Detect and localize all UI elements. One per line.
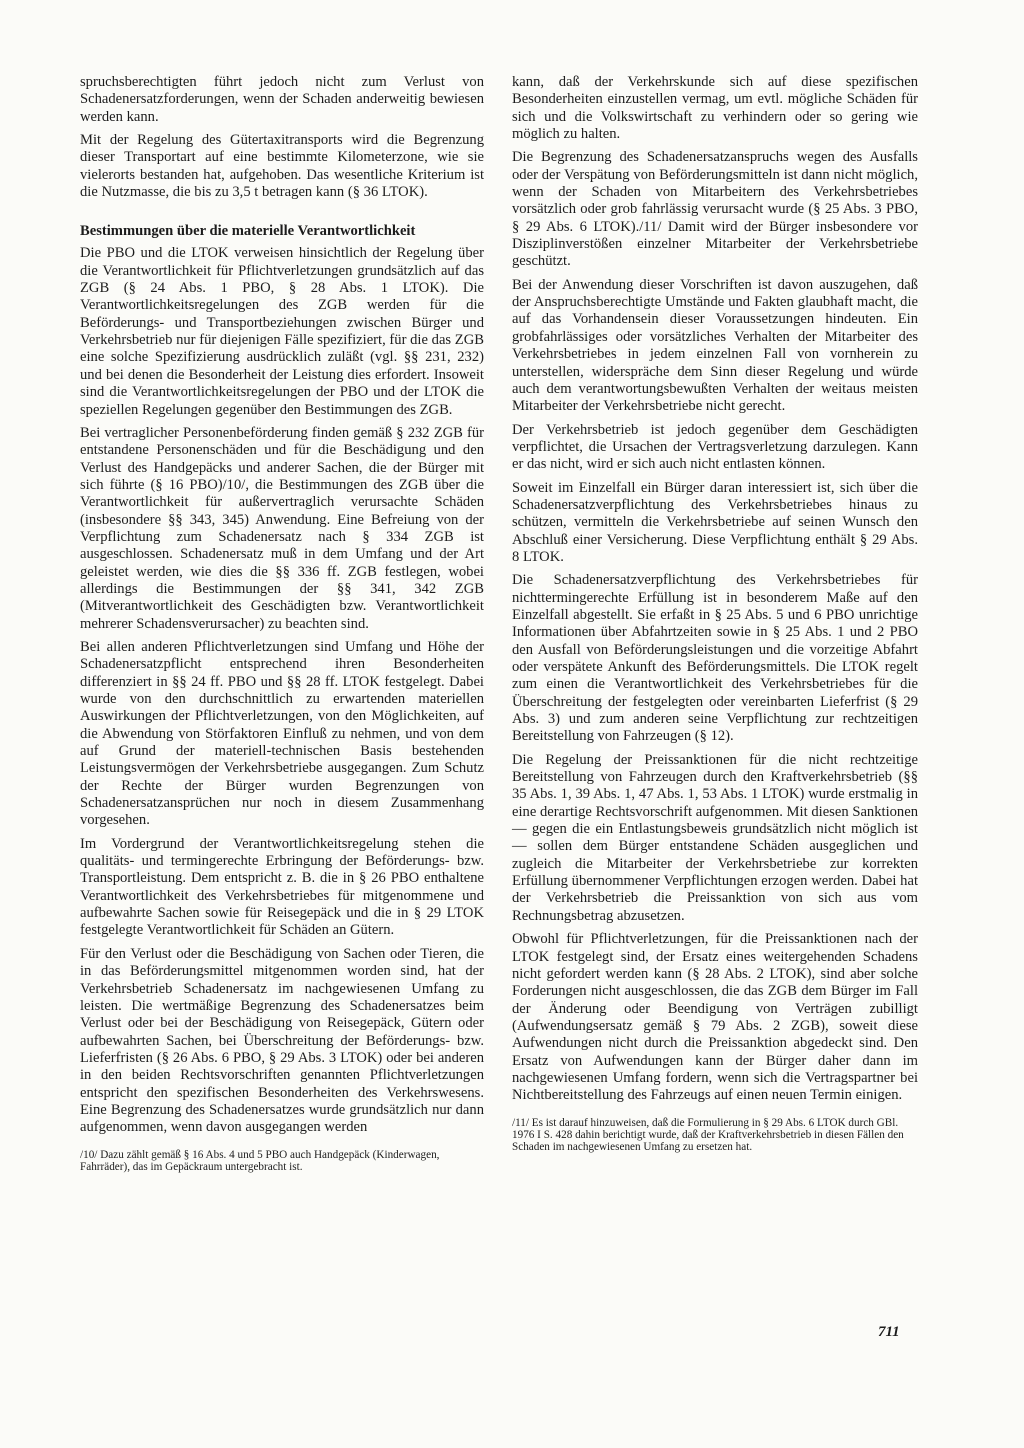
paragraph: Die PBO und die LTOK verweisen hinsichtlich der Regelung über die Verantwortlichkeit für Pflichtverletzungen grundsätzlich auf das ZGB (§ 24 Abs. 1 PBO, § 28 Abs. 1 LTOK). Die Verantwortlichkeitsregelungen des ZGB werden für die Beförderungs- und Transportbeziehungen zwischen Bürger und Verkehrsbetrieb nur für diejenigen Fälle spezifiziert, für die das ZGB eine solche Spezifizierung ausdrücklich zuläßt (vgl. §§ 231, 232) und bei denen die Besonderheit der Leistung dies erfordert. Insoweit sind die Verantwortlichkeitsregelungen der PBO und der LTOK die speziellen Regelungen gegenüber den Bestimmungen des ZGB. [80,245,484,418]
paragraph: spruchsberechtigten führt jedoch nicht zum Verlust von Schadenersatzforderungen, wenn der Schaden anderweitig bewiesen werden kann. [80,74,484,125]
paragraph: Für den Verlust oder die Beschädigung von Sachen oder Tieren, die in das Beförderungsmittel mitgenommen worden sind, hat der Verkehrsbetrieb Schadenersatz im nachgewiesenen Umfang zu leisten. Die wertmäßige Begrenzung des Schadenersatzes beim Verlust oder bei der Beschädigung von Reisegepäck, Gütern oder aufbewahrten Sachen, bei Überschreitung der Beförderungs- bzw. Lieferfristen (§ 26 Abs. 6 PBO, § 29 Abs. 3 LTOK) oder bei anderen in den beiden Rechtsvorschriften genannten Pflichtverletzungen entspricht den spezifischen Besonderheiten des Verkehrswesens. Eine Begrenzung des Schadenersatzes wurde grundsätzlich nur dann aufgenommen, wenn davon ausgegangen werden [80,945,484,1136]
paragraph: Die Regelung der Preissanktionen für die nicht rechtzeitige Bereitstellung von Fahrzeugen durch den Kraftverkehrsbetrieb (§§ 35 Abs. 1, 39 Abs. 1, 47 Abs. 1, 53 Abs. 1 LTOK) wurde erstmalig in eine derartige Rechtsvorschrift aufgenommen. Mit diesen Sanktionen — gegen die ein Entlastungsbeweis grundsätzlich nicht möglich ist — sollen dem Bürger entstandene Schäden ausgeglichen und zugleich die Mitarbeiter der Verkehrsbetriebe zur korrekten Erfüllung übernommener Verpflichtungen erzogen werden. Dabei hat der Verkehrsbetrieb die Preissanktion von sich aus vom Rechnungsbetrag abzusetzen. [512,751,918,924]
paragraph: Obwohl für Pflichtverletzungen, für die Preissanktionen nach der LTOK festgelegt sind, der Ersatz eines weitergehenden Schadens nicht gefordert werden kann (§ 28 Abs. 2 LTOK), sind aber solche Forderungen nicht ausgeschlossen, die das ZGB dem Bürger im Fall der Änderung oder Beendigung von Verträgen zubilligt (Aufwendungsersatz gemäß § 79 Abs. 2 ZGB), soweit diese Aufwendungen nicht durch die Preissanktion abgedeckt sind. Den Ersatz von Aufwendungen kann der Bürger daher dann im nachgewiesenen Umfang fordern, wenn sich die Vertragspartner bei Nichtbereitstellung des Fahrzeugs auf einen neuen Termin einigen. [512,931,918,1104]
paragraph: Bei allen anderen Pflichtverletzungen sind Umfang und Höhe der Schadenersatzpflicht entsprechend ihren Besonderheiten differenziert in §§ 24 ff. PBO und §§ 28 ff. LTOK festgelegt. Dabei wurde von den durchschnittlich zu erwartenden materiellen Auswirkungen der Pflichtverletzungen, von den Möglichkeiten, auf die Abwendung von Störfaktoren Einfluß zu nehmen, und von dem auf Grund der materiell-technischen Basis bestehenden Leistungsvermögen der Verkehrsbetriebe ausgegangen. Zum Schutz der Rechte der Bürger wurden Begrenzungen von Schadenersatzansprüchen nur noch in diesem Zusammenhang vorgesehen. [80,638,484,829]
paragraph: Soweit im Einzelfall ein Bürger daran interessiert ist, sich über die Schadenersatzverpflichtung des Verkehrsbetriebes hinaus zu schützen, vermitteln die Verkehrsbetriebe auf seinen Wunsch den Abschluß einer Versicherung. Diese Verpflichtung enthält § 29 Abs. 8 LTOK. [512,479,918,565]
section-heading: Bestimmungen über die materielle Verantwortlichkeit [80,223,416,240]
paragraph: Bei vertraglicher Personenbeförderung finden gemäß § 232 ZGB für entstandene Personenschäden und für die Beschädigung und den Verlust des Handgepäcks und anderer Sachen, die der Bürger mit sich führte (§ 16 PBO)/10/, die Bestimmungen des ZGB über die Verantwortlichkeit für außervertraglich verursachte Schäden (insbesondere §§ 343, 345) Anwendung. Eine Befreiung von der Verpflichtung zum Schadenersatz nach § 334 ZGB ist ausgeschlossen. Schadenersatz muß in dem Umfang und der Art geleistet werden, wie dies die §§ 336 ff. ZGB festlegen, wobei allerdings die Bestimmungen der §§ 341, 342 ZGB (Mitverantwortlichkeit des Geschädigten bzw. Verantwortlichkeit mehrerer Schadensverursacher) zu beachten sind. [80,424,484,632]
paragraph: Die Begrenzung des Schadenersatzanspruchs wegen des Ausfalls oder der Verspätung von Beförderungsmitteln ist dann nicht möglich, wenn der Schaden von Mitarbeitern des Verkehrsbetriebes vorsätzlich oder grob fahrlässig verursacht wurde (§ 25 Abs. 3 PBO, § 29 Abs. 6 LTOK)./11/ Damit wird der Bürger insbesondere vor Disziplinverstößen einzelner Mitarbeiter der Verkehrsbetriebe geschützt. [512,149,918,270]
footnote-10: /10/ Dazu zählt gemäß § 16 Abs. 4 und 5 PBO auch Handgepäck (Kinderwagen, Fahrräder), das im Gepäckraum untergebracht ist. [80,1148,440,1173]
footnote-11: /11/ Es ist darauf hinzuweisen, daß die Formulierung in § 29 Abs. 6 LTOK durch GBl. 1976 I S. 428 dahin berichtigt wurde, daß der Kraftverkehrsbetrieb in diesen Fällen den Schaden im nachgewiesenen Umfang zu ersetzen hat. [512,1116,904,1154]
paragraph: kann, daß der Verkehrskunde sich auf diese spezifischen Besonderheiten einzustellen vermag, um evtl. mögliche Schäden für sich und die Volkswirtschaft zu verhindern oder so gering wie möglich zu halten. [512,74,918,143]
right-column [512,74,918,1154]
left-column [80,74,484,1173]
paragraph: Die Schadenersatzverpflichtung des Verkehrsbetriebes für nichttermingerechte Erfüllung ist in besonderem Maße auf den Einzelfall abgestellt. Sie erfaßt in § 25 Abs. 5 und 6 PBO unrichtige Informationen über Abfahrtzeiten sowie in § 25 Abs. 1 und 2 PBO den Ausfall von Beförderungsleistungen und die vorzeitige Abfahrt oder verspätete Ankunft des Beförderungsmittels. Die LTOK regelt zum einen die Verantwortlichkeit des Verkehrsbetriebes für die Überschreitung der festgelegten oder vereinbarten Lieferfrist (§ 29 Abs. 3) und zum anderen seine Verpflichtung zur rechtzeitigen Bereitstellung von Fahrzeugen (§ 12). [512,572,918,745]
page-number: 711 [878,1324,900,1340]
paragraph: Bei der Anwendung dieser Vorschriften ist davon auszugehen, daß der Anspruchsberechtigte Umstände und Fakten glaubhaft macht, die auf das Vorhandensein dieser Voraussetzungen hindeuten. Ein grobfahrlässiges oder vorsätzliches Verhalten der Mitarbeiter des Verkehrsbetriebes in jedem einzelnen Fall von vornherein zu unterstellen, widerspräche dem Sinn dieser Regelung und würde auch dem verantwortungsbewußten Verhalten der weitaus meisten Mitarbeiter der Verkehrsbetriebe nicht gerecht. [512,276,918,415]
paragraph: Mit der Regelung des Gütertaxitransports wird die Begrenzung dieser Transportart auf eine bestimmte Kilometerzone, wie sie vielerorts bestanden hat, aufgehoben. Das wesentliche Kriterium ist die Nutzmasse, die bis zu 3,5 t betragen kann (§ 36 LTOK). [80,132,484,201]
paragraph: Der Verkehrsbetrieb ist jedoch gegenüber dem Geschädigten verpflichtet, die Ursachen der Vertragsverletzung darzulegen. Kann er das nicht, wird er sich auch nicht entlasten können. [512,421,918,473]
paragraph: Im Vordergrund der Verantwortlichkeitsregelung stehen die qualitäts- und termingerechte Erbringung der Beförderungs- bzw. Transportleistung. Dem entspricht z. B. die in § 26 PBO enthaltene Verantwortlichkeit des Verkehrsbetriebes für mitgenommene und aufbewahrte Sachen sowie für Reisegepäck und die in § 29 LTOK festgelegte Verantwortlichkeit für Schäden an Gütern. [80,835,484,939]
